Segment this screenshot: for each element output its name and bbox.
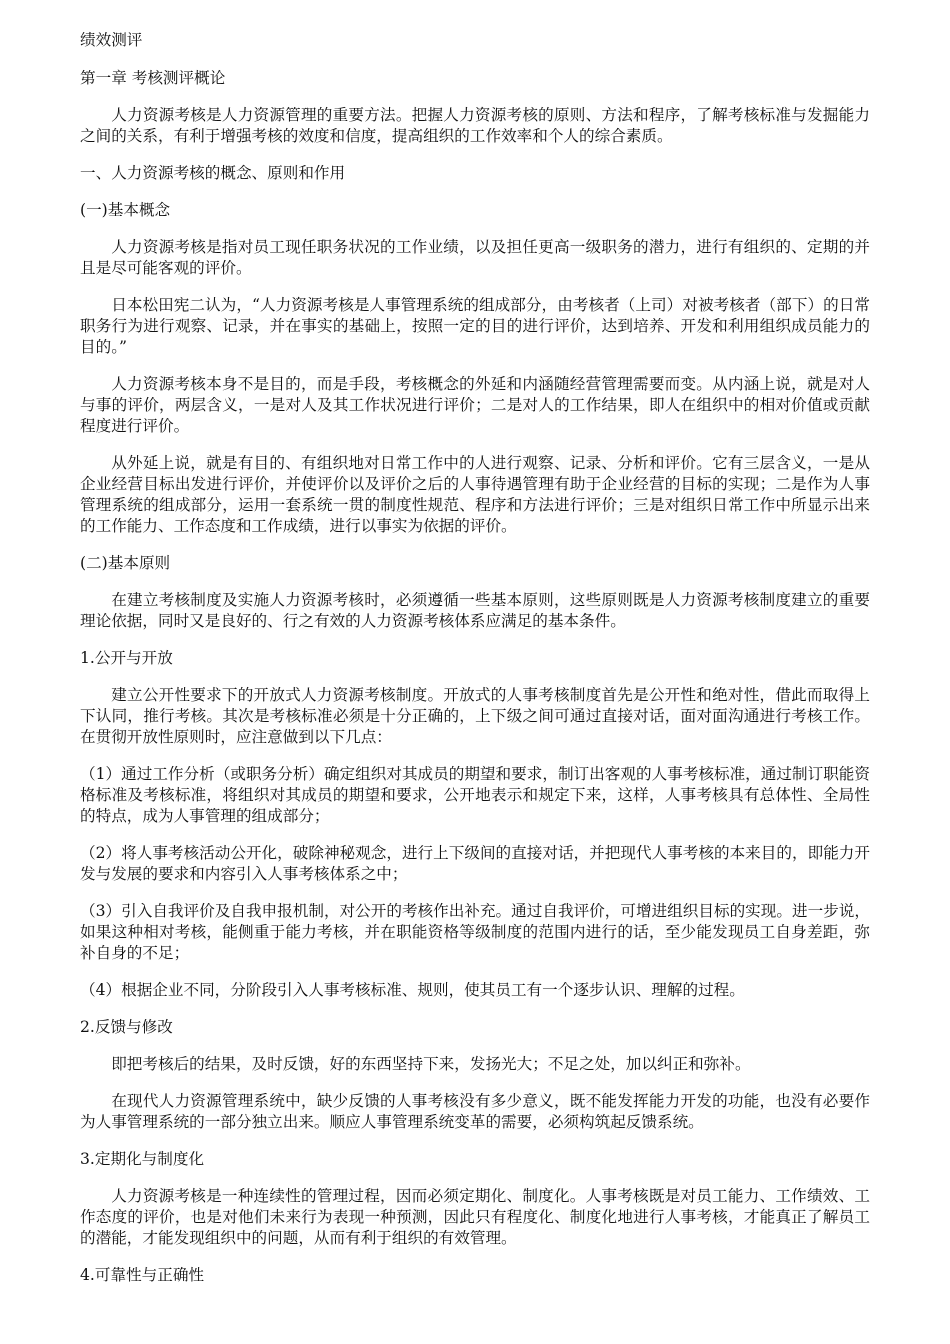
- intro-paragraph: 人力资源考核是人力资源管理的重要方法。把握人力资源考核的原则、方法和程序，了解考核标准与发掘能力之间的关系，有利于增强考核的效度和信度，提高组织的工作效率和个人的综合素质。: [80, 106, 870, 145]
- list-item: （1）通过工作分析（或职务分析）确定组织对其成员的期望和要求，制订出客观的人事考核标准，通过制订职能资格标准及考核标准，将组织对其成员的期望和要求，公开地表示和规定下来，这样，人事考核具有总体性、全局性的特点，成为人事管理的组成部分；: [80, 765, 870, 825]
- paragraph: 人力资源考核本身不是目的，而是手段，考核概念的外延和内涵随经营管理需要而变。从内涵上说，就是对人与事的评价，两层含义，一是对人及其工作状况进行评价；二是对人的工作结果，即人在组织中的相对价值或贡献程度进行评价。: [80, 375, 870, 435]
- paragraph: 即把考核后的结果，及时反馈，好的东西坚持下来，发扬光大；不足之处，加以纠正和弥补。: [111, 1055, 751, 1073]
- paragraph: 人力资源考核是一种连续性的管理过程，因而必须定期化、制度化。人事考核既是对员工能力、工作绩效、工作态度的评价，也是对他们未来行为表现一种预测，因此只有程度化、制度化地进行人事考核，才能真正了解员工的潜能，才能发现组织中的问题，从而有利于组织的有效管理。: [80, 1187, 870, 1247]
- principle-heading: 4.可靠性与正确性: [80, 1266, 205, 1284]
- list-item: （2）将人事考核活动公开化，破除神秘观念，进行上下级间的直接对话，并把现代人事考核的本来目的，即能力开发与发展的要求和内容引入人事考核体系之中；: [80, 844, 870, 883]
- document-page: [80, 30, 870, 1302]
- chapter-heading: 第一章 考核测评概论: [80, 69, 226, 87]
- principle-heading: 1.公开与开放: [80, 649, 173, 667]
- section-heading: 一、人力资源考核的概念、原则和作用: [80, 164, 346, 182]
- subsection-heading: (二)基本原则: [80, 554, 171, 572]
- paragraph: 从外延上说，就是有目的、有组织地对日常工作中的人进行观察、记录、分析和评价。它有三层含义，一是从企业经营目标出发进行评价，并使评价以及评价之后的人事待遇管理有助于企业经营的目标的实现；二是作为人事管理系统的组成部分，运用一套系统一贯的制度性规范、程序和方法进行评价；三是对组织日常工作中所显示出来的工作能力、工作态度和工作成绩，进行以事实为依据的评价。: [80, 454, 870, 535]
- list-item: （3）引入自我评价及自我申报机制，对公开的考核作出补充。通过自我评价，可增进组织目标的实现。进一步说，如果这种相对考核，能侧重于能力考核，并在职能资格等级制度的范围内进行的话，至少能发现员工自身差距，弥补自身的不足；: [80, 902, 870, 962]
- subsection-heading: (一)基本概念: [80, 201, 171, 219]
- paragraph: 建立公开性要求下的开放式人力资源考核制度。开放式的人事考核制度首先是公开性和绝对性，借此而取得上下认同，推行考核。其次是考核标准必须是十分正确的，上下级之间可通过直接对话，面对面沟通进行考核工作。在贯彻开放性原则时，应注意做到以下几点：: [80, 686, 870, 746]
- list-item: （4）根据企业不同，分阶段引入人事考核标准、规则，使其员工有一个逐步认识、理解的过程。: [80, 981, 745, 999]
- principle-heading: 3.定期化与制度化: [80, 1150, 205, 1168]
- paragraph: 人力资源考核是指对员工现任职务状况的工作业绩，以及担任更高一级职务的潜力，进行有组织的、定期的并且是尽可能客观的评价。: [80, 238, 870, 277]
- paragraph: 在建立考核制度及实施人力资源考核时，必须遵循一些基本原则，这些原则既是人力资源考核制度建立的重要理论依据，同时又是良好的、行之有效的人力资源考核体系应满足的基本条件。: [80, 591, 870, 630]
- principle-heading: 2.反馈与修改: [80, 1018, 173, 1036]
- document-title: 绩效测评: [80, 31, 143, 49]
- paragraph: 在现代人力资源管理系统中，缺少反馈的人事考核没有多少意义，既不能发挥能力开发的功能，也没有必要作为人事管理系统的一部分独立出来。顺应人事管理系统变革的需要，必须构筑起反馈系统。: [80, 1092, 870, 1131]
- paragraph: 日本松田宪二认为，“人力资源考核是人事管理系统的组成部分，由考核者（上司）对被考核者（部下）的日常职务行为进行观察、记录，并在事实的基础上，按照一定的目的进行评价，达到培养、开发和利用组织成员能力的目的。”: [80, 296, 870, 356]
